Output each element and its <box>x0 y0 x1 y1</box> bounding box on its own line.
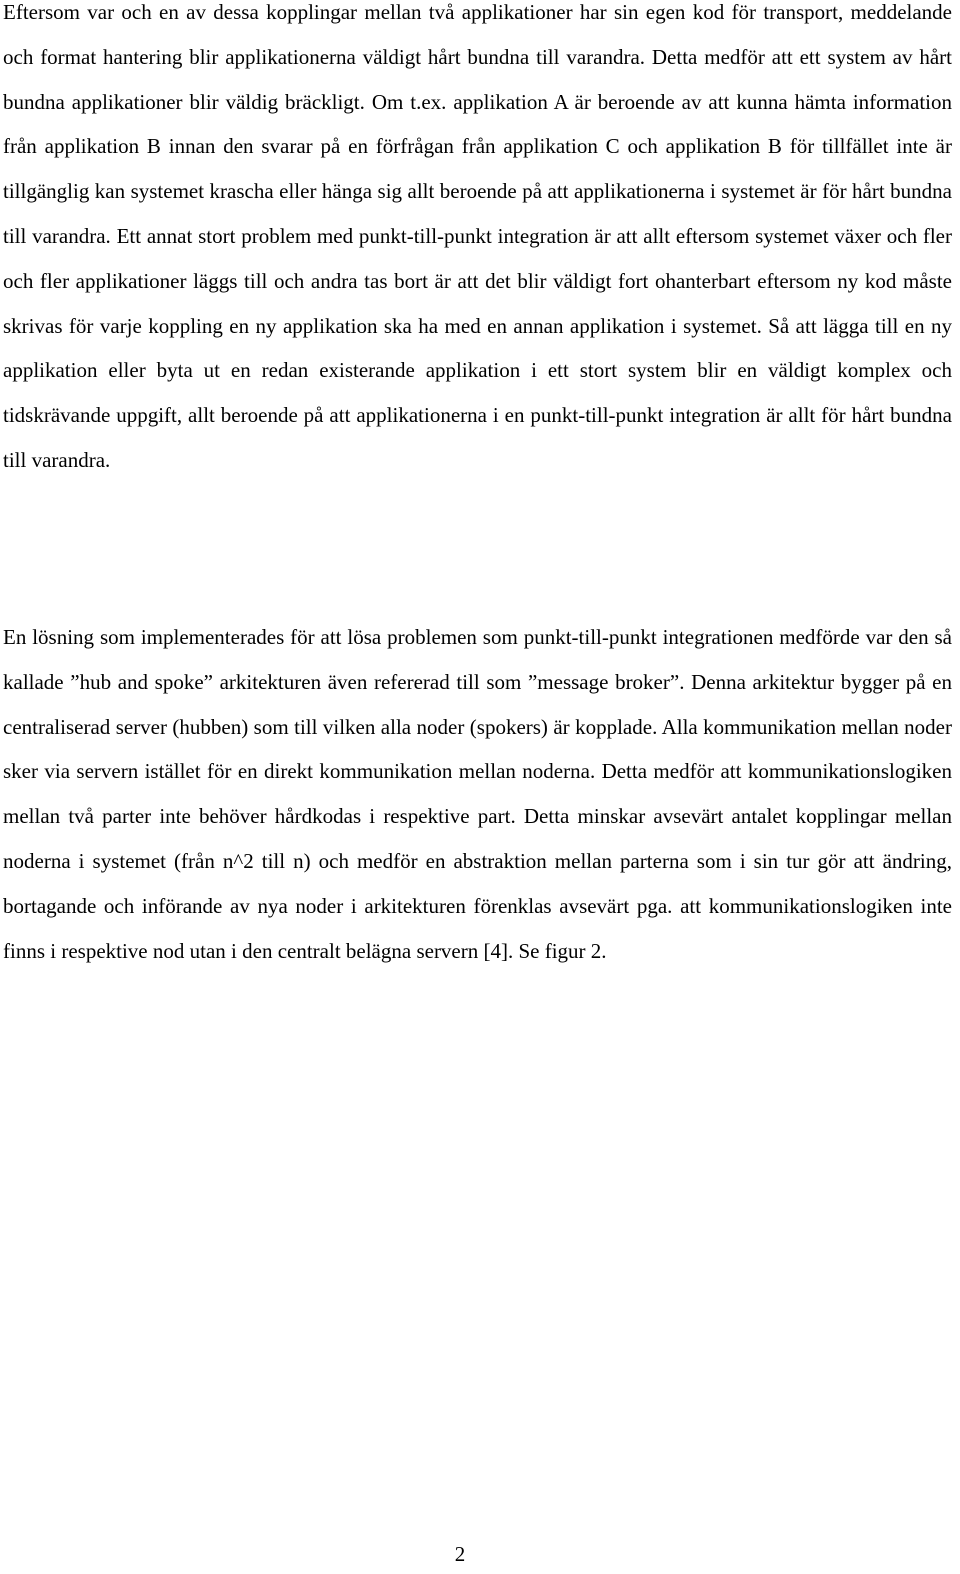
paragraph-hub-and-spoke: En lösning som implementerades för att lösa problemen som punkt-till-punkt integrationen medförde var den så kallade ”hub and spoke” arkitekturen även refererad till som ”message broker”. Denna arkitektur bygger på en centraliserad server (hubben) som till vilken alla noder (spokers) är kopplade. Alla kommunikation mellan noder sker via servern istället för en direkt kommunikation mellan noderna. Detta medför att kommunikationslogiken mellan två parter inte behöver hårdkodas i respektive part. Detta minskar avsevärt antalet kopplingar mellan noderna i systemet (från n^2 till n) och medför en abstraktion mellan parterna som i sin tur gör att ändring, bortagande och införande av nya noder i arkitekturen förenklas avsevärt pga. att kommunikationslogiken inte finns i respektive nod utan i den centralt belägna servern [4]. Se figur 2. <box>3 625 952 963</box>
page-number: 2 <box>454 1542 466 1566</box>
paragraph-point-to-point-problems: Eftersom var och en av dessa kopplingar mellan två applikationer har sin egen kod för transport, meddelande och format hantering blir applikationerna väldigt hårt bundna till varandra. Detta medför att ett system av hårt bundna applikationer blir väldig bräckligt. Om t.ex. applikation A är beroende av att kunna hämta information från applikation B innan den svarar på en förfrågan från applikation C och applikation B för tillfället inte är tillgänglig kan systemet krascha eller hänga sig allt beroende på att applikationerna i systemet är för hårt bundna till varandra. Ett annat stort problem med punkt-till-punkt integration är att allt eftersom systemet växer och fler och fler applikationer läggs till och andra tas bort är att det blir väldigt fort ohanterbart eftersom ny kod måste skrivas för varje koppling en ny applikation ska ha med en annan applikation i systemet. Så att lägga till en ny applikation eller byta ut en redan existerande applikation i ett stort system blir en väldigt komplex och tidskrävande uppgift, allt beroende på att applikationerna i en punkt-till-punkt integration är allt för hårt bundna till varandra. <box>3 0 952 472</box>
